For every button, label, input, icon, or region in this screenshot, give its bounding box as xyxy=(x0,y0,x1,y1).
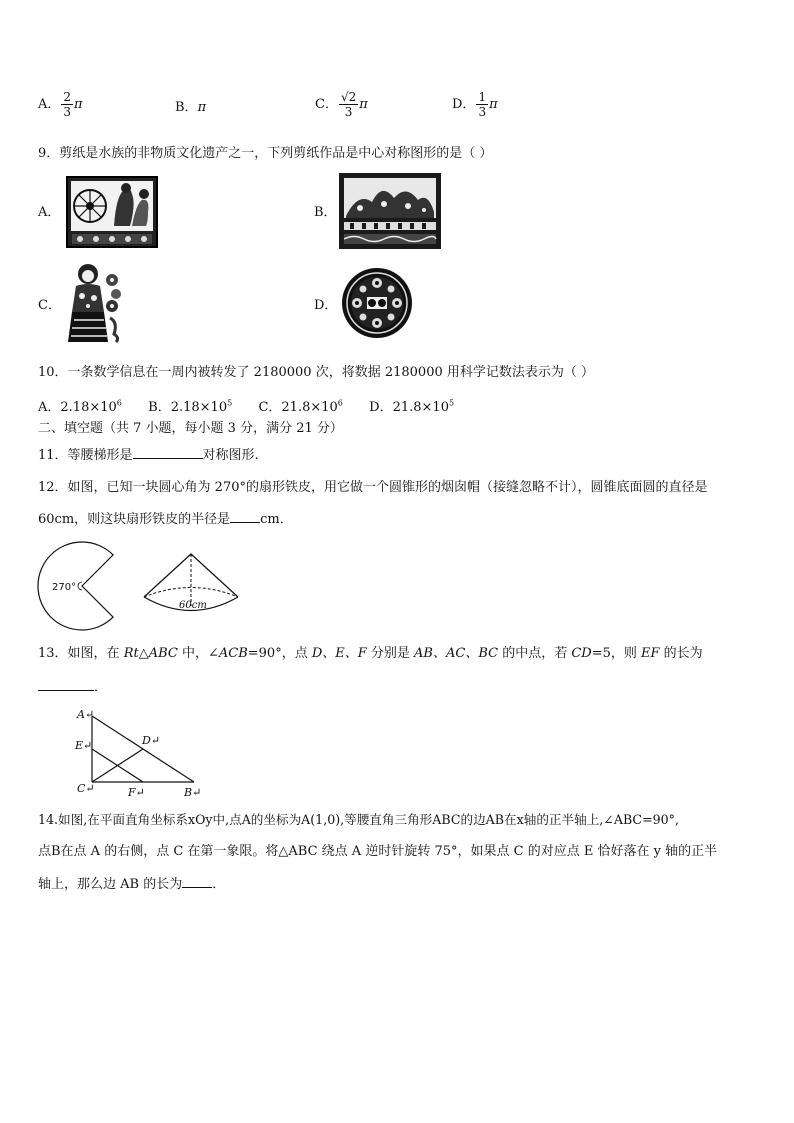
angle-label: 270° xyxy=(52,582,77,593)
papercut-image-b xyxy=(338,172,442,250)
q12-line2: 60cm，则这块扇形铁皮的半径是 cm． xyxy=(38,512,293,527)
vertex-label-f: F↵ xyxy=(128,786,145,799)
q14-line3: 轴上，那么边 AB 的长为 ． xyxy=(38,877,226,892)
q8-option-a: A． $\frac{2}{3}$ π xyxy=(38,90,83,119)
answer-blank[interactable] xyxy=(230,510,260,523)
diameter-label: 60cm xyxy=(179,600,207,611)
q12-line1: 12．如图，已知一块圆心角为 270°的扇形铁皮，用它做一个圆锥形的烟囱帽（接缝忽略不计），圆锥底面圆的直径是 xyxy=(38,480,708,495)
q11-text: 11．等腰梯形是 对称图形. xyxy=(38,448,259,463)
vertex-label-e: E↵ xyxy=(75,739,93,752)
q9-label-b: B． xyxy=(314,205,337,220)
sector-and-cone-figure xyxy=(36,540,246,632)
q9-label-c: C． xyxy=(38,298,61,313)
q14-line2: 点B在点 A 的右侧，点 C 在第一象限。将△ABC 绕点 A 逆时针旋转 75°，如果点 C 的对应点 E 恰好落在 y 轴的正半 xyxy=(38,844,718,859)
q10-options xyxy=(38,395,454,417)
q10-stem: 10．一条数学信息在一周内被转发了 2180000 次，将数据 2180000 用科学记数法表示为（ ） xyxy=(38,365,594,380)
q9-stem: 9．剪纸是水族的非物质文化遗产之一，下列剪纸作品是中心对称图形的是（ ） xyxy=(38,146,493,161)
section-heading: 二、填空题（共 7 小题，每小题 3 分，满分 21 分） xyxy=(38,421,343,436)
q9-label-a: A． xyxy=(38,205,61,220)
q8-option-b: B．π xyxy=(175,100,207,115)
q10-option-c: C．$21.8\times 10^6$ xyxy=(258,399,343,416)
q10-option-b: B．$2.18\times 10^5$ xyxy=(148,399,233,416)
vertex-label-d: D↵ xyxy=(142,734,161,747)
q13-answer-line: ． xyxy=(38,678,107,697)
q10-option-d: D．$21.8\times 10^5$ xyxy=(369,399,455,416)
fraction: $\frac{1}{3}$ xyxy=(478,90,487,119)
answer-blank[interactable] xyxy=(38,678,94,691)
papercut-image-a xyxy=(66,176,158,248)
triangle-figure xyxy=(72,704,212,800)
q9-label-d: D． xyxy=(314,298,338,313)
vertex-label-c: C↵ xyxy=(77,782,95,795)
q13-stem: 13．如图，在 Rt△ABC 中，∠ACB=90°，点 D、E、F 分别是 AB、AC、BC 的中点，若 CD=5，则 EF 的长为 xyxy=(38,646,703,661)
papercut-image-d xyxy=(340,266,414,340)
q14-line1: 14.如图,在平面直角坐标系xOy中,点A的坐标为A(1,0),等腰直角三角形ABC的边AB在x轴的正半轴上,∠ABC=90°, xyxy=(38,812,679,827)
fraction: $\frac{√2}{3}$ xyxy=(340,90,357,119)
vertex-label-a: A↵ xyxy=(77,708,95,721)
vertex-label-b: B↵ xyxy=(184,786,202,799)
q10-option-a: A．$2.18\times 10^6$ xyxy=(38,399,122,416)
q8-option-d: D． $\frac{1}{3}$ π xyxy=(452,90,498,119)
papercut-image-c xyxy=(66,262,124,344)
answer-blank[interactable] xyxy=(182,875,212,888)
answer-blank[interactable] xyxy=(133,446,203,459)
fraction: $\frac{2}{3}$ xyxy=(63,90,72,119)
q8-option-c: C． $\frac{√2}{3}$ π xyxy=(315,90,368,119)
